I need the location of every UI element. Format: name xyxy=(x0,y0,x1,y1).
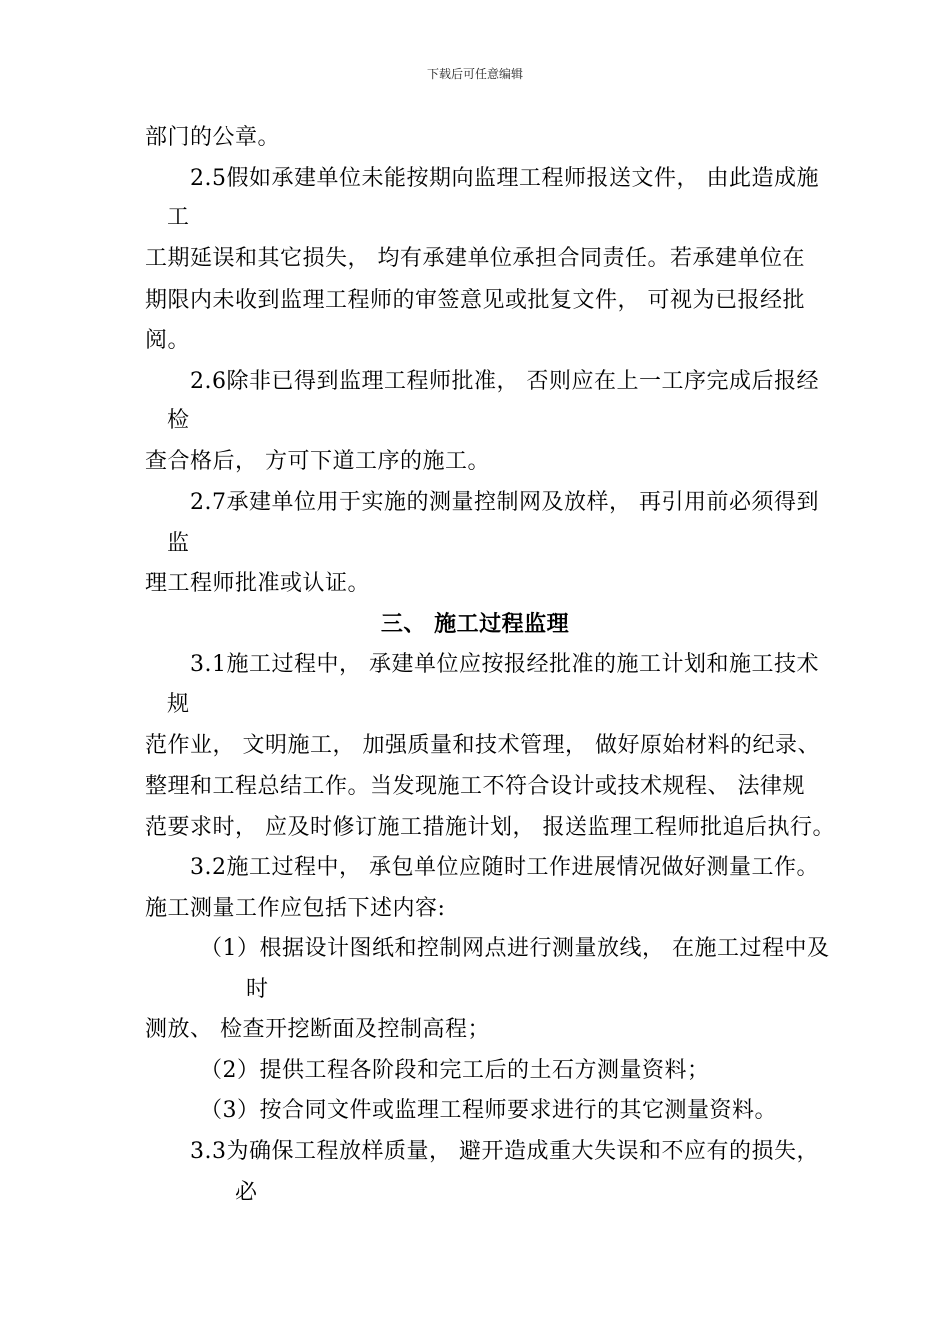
body-line: 测放、 检查开挖断面及控制高程； xyxy=(145,1017,490,1042)
body-line: 时 xyxy=(246,977,269,1002)
clause-3-1: 3.1施工过程中， 承建单位应按报经批准的施工计划和施工技术 xyxy=(190,652,819,677)
list-item-3: （3）按合同文件或监理工程师要求进行的其它测量资料。 xyxy=(200,1098,777,1123)
section-heading: 三、 施工过程监理 xyxy=(380,611,570,637)
body-line: 规 xyxy=(167,692,190,717)
body-line: 必 xyxy=(235,1180,258,1205)
body-line: 整理和工程总结工作。当发现施工不符合设计或技术规程、 法律规 xyxy=(145,774,805,799)
page-header-note: 下载后可任意编辑 xyxy=(426,67,523,81)
body-line: 部门的公章。 xyxy=(145,125,281,150)
clause-3-3: 3.3为确保工程放样质量， 避开造成重大失误和不应有的损失， xyxy=(190,1139,819,1164)
body-line: 检 xyxy=(167,408,190,433)
body-line: 工 xyxy=(167,205,190,230)
clause-2-6: 2.6除非已得到监理工程师批准， 否则应在上一工序完成后报经 xyxy=(190,369,819,394)
body-line: 期限内未收到监理工程师的审签意见或批复文件， 可视为已报经批 xyxy=(145,288,805,313)
clause-2-5: 2.5假如承建单位未能按期向监理工程师报送文件， 由此造成施 xyxy=(190,166,819,191)
body-line: 查合格后， 方可下道工序的施工。 xyxy=(145,449,490,474)
body-line: 工期延误和其它损失， 均有承建单位承担合同责任。若承建单位在 xyxy=(145,246,805,271)
body-line: 阅。 xyxy=(145,328,191,353)
clause-2-7: 2.7承建单位用于实施的测量控制网及放样， 再引用前必须得到 xyxy=(190,490,819,515)
body-line: 范作业， 文明施工， 加强质量和技术管理， 做好原始材料的纪录、 xyxy=(145,733,820,758)
list-item-2: （2）提供工程各阶段和完工后的土石方测量资料； xyxy=(200,1058,710,1083)
body-line: 施工测量工作应包括下述内容: xyxy=(145,896,446,921)
clause-3-2: 3.2施工过程中， 承包单位应随时工作进展情况做好测量工作。 xyxy=(190,855,819,880)
body-line: 理工程师批准或认证。 xyxy=(145,571,371,596)
body-line: 监 xyxy=(167,531,190,556)
body-line: 范要求时， 应及时修订施工措施计划， 报送监理工程师批追后执行。 xyxy=(145,815,835,840)
list-item-1: （1）根据设计图纸和控制网点进行测量放线， 在施工过程中及 xyxy=(200,936,830,961)
